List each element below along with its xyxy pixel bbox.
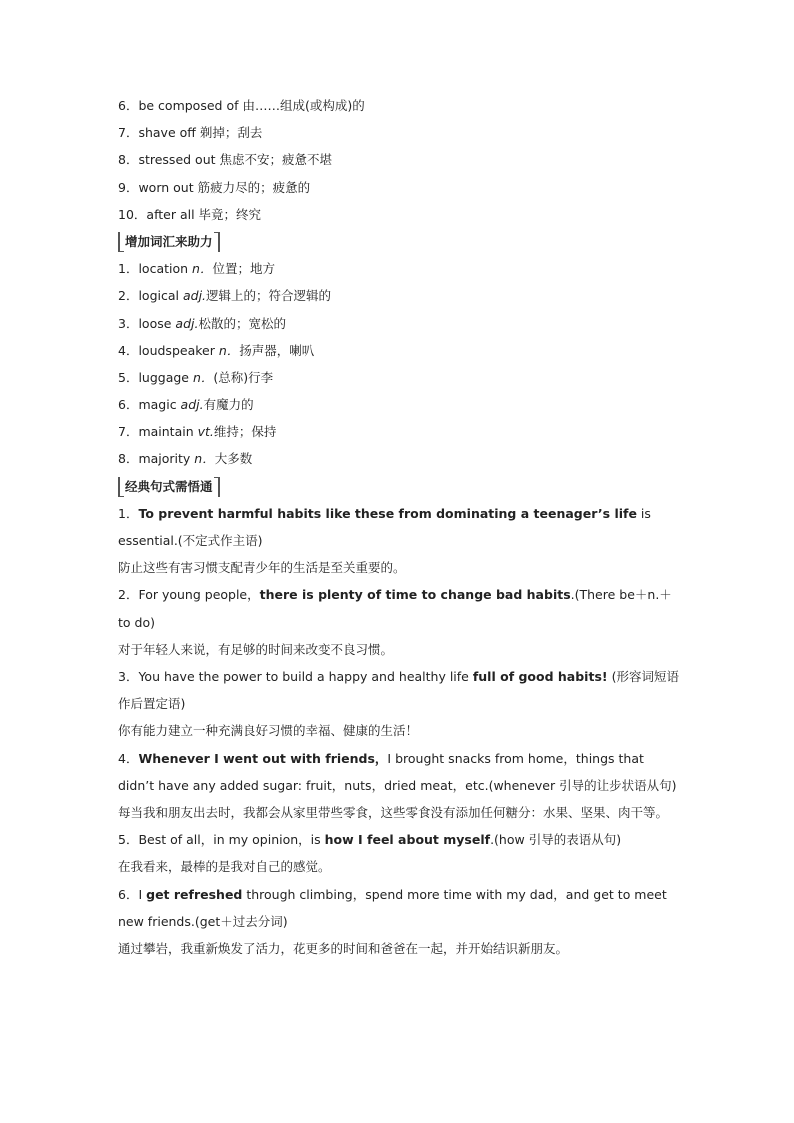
sentence-item xyxy=(118,663,683,717)
phrase-text: worn out 筋疲力尽的；疲惫的 xyxy=(138,179,311,195)
vocab-word: loudspeaker xyxy=(138,342,219,358)
phrase-item xyxy=(118,146,683,173)
sentence-prefix: You have the power to build a happy and healthy life xyxy=(138,669,473,685)
vocab-item xyxy=(118,445,683,472)
sentence-rest: (形容词短语作后置定语) xyxy=(118,669,679,712)
document-page xyxy=(118,92,683,962)
phrase-text: stressed out 焦虑不安；疲惫不堪 xyxy=(138,152,332,168)
sentence-translation: 每当我和朋友出去时，我都会从家里带些零食，这些零食没有添加任何糖分：水果、坚果、肉干等。 xyxy=(118,805,669,821)
phrase-item xyxy=(118,201,683,228)
item-number: 6． xyxy=(118,397,139,413)
item-number: 3． xyxy=(118,669,139,685)
vocab-meaning: 扬声器，喇叭 xyxy=(239,342,315,358)
sentence-prefix: For young people， xyxy=(138,587,260,603)
vocab-word: location xyxy=(138,261,193,277)
sentence-translation: 你有能力建立一种充满良好习惯的幸福、健康的生活！ xyxy=(118,723,419,739)
vocab-item xyxy=(118,255,683,282)
item-number: 7． xyxy=(118,424,139,440)
sentence-translation: 在我看来，最棒的是我对自己的感觉。 xyxy=(118,859,331,875)
sentence-rest: I brought snacks from home，things that didn’t have any added sugar: fruit，nuts，dried meat，etc.(whenever 引导的让步状语从句) xyxy=(118,750,677,793)
sentence-rest: through climbing，spend more time with my dad，and get to meet new friends.(get＋过去分词) xyxy=(118,886,667,929)
vocab-meaning: 维持；保持 xyxy=(213,424,277,440)
vocab-item xyxy=(118,364,683,391)
vocab-word: maintain xyxy=(138,424,198,440)
key-structure: To prevent harmful habits like these from dominating a teenager’s life xyxy=(138,505,637,521)
section-header-wrap xyxy=(118,228,683,255)
item-number: 4． xyxy=(118,342,139,358)
key-structure: how I feel about myself xyxy=(324,832,491,848)
sentence-prefix: I xyxy=(138,886,147,902)
part-of-speech: adj. xyxy=(182,288,207,304)
phrase-item xyxy=(118,119,683,146)
item-number: 9． xyxy=(118,179,139,195)
vocab-word: majority xyxy=(138,451,195,467)
item-number: 2． xyxy=(118,587,139,603)
part-of-speech: n． xyxy=(218,342,240,358)
vocab-meaning: 松散的；宽松的 xyxy=(198,315,286,331)
item-number: 1． xyxy=(118,261,139,277)
vocab-meaning: 逻辑上的；符合逻辑的 xyxy=(206,288,332,304)
part-of-speech: vt. xyxy=(197,424,214,440)
vocab-meaning: (总称)行李 xyxy=(213,369,274,385)
part-of-speech: n． xyxy=(192,369,214,385)
item-number: 4． xyxy=(118,750,139,766)
key-structure: Whenever I went out with friends， xyxy=(138,750,388,766)
vocab-word: magic xyxy=(138,397,181,413)
vocab-meaning: 位置；地方 xyxy=(212,261,275,277)
sentence-item xyxy=(118,826,683,853)
part-of-speech: n． xyxy=(192,261,213,277)
phrase-item xyxy=(118,92,683,119)
vocab-item xyxy=(118,391,683,418)
item-number: 6． xyxy=(118,98,139,113)
sentence-item xyxy=(118,881,683,935)
sentence-rest: .(how 引导的表语从句) xyxy=(490,832,622,848)
key-structure: get refreshed xyxy=(146,886,243,902)
vocab-item xyxy=(118,337,683,364)
sentence-prefix: Best of all，in my opinion，is xyxy=(138,832,325,848)
sentence-item xyxy=(118,500,683,554)
item-number: 5． xyxy=(118,369,139,385)
item-number: 6． xyxy=(118,886,139,902)
vocab-word: loose xyxy=(138,315,176,331)
section-heading-vocab: 增加词汇来助力 xyxy=(118,232,220,252)
sentence-translation: 对于年轻人来说，有足够的时间来改变不良习惯。 xyxy=(118,641,394,657)
phrase-text: be composed of 由……组成(或构成)的 xyxy=(138,98,365,113)
item-number: 8． xyxy=(118,152,139,168)
vocab-item xyxy=(118,418,683,445)
vocab-item xyxy=(118,310,683,337)
sentence-item xyxy=(118,745,683,799)
item-number: 2． xyxy=(118,288,139,304)
vocab-meaning: 大多数 xyxy=(214,451,253,467)
item-number: 5． xyxy=(118,832,139,848)
part-of-speech: n． xyxy=(194,451,215,467)
key-structure: full of good habits! xyxy=(472,669,608,685)
vocab-meaning: 有魔力的 xyxy=(203,397,254,413)
sentence-rest: is essential.(不定式作主语) xyxy=(118,505,651,549)
vocab-word: luggage xyxy=(138,369,193,385)
sentence-item xyxy=(118,581,683,635)
sentence-rest: .(There be＋n.＋to do) xyxy=(118,587,672,630)
vocab-item xyxy=(118,282,683,309)
item-number: 3． xyxy=(118,315,139,331)
part-of-speech: adj. xyxy=(175,315,199,331)
vocab-word: logical xyxy=(138,288,183,304)
item-number: 7． xyxy=(118,125,139,141)
key-structure: there is plenty of time to change bad habits xyxy=(259,587,571,603)
section-heading-sentences: 经典句式需悟通 xyxy=(118,477,220,497)
part-of-speech: adj. xyxy=(180,397,204,413)
section-header-wrap xyxy=(118,473,683,500)
item-number: 8． xyxy=(118,451,139,467)
phrase-item xyxy=(118,174,683,201)
item-number: 1． xyxy=(118,505,139,521)
sentence-translation: 通过攀岩，我重新焕发了活力，花更多的时间和爸爸在一起，并开始结识新朋友。 xyxy=(118,941,569,957)
sentence-translation: 防止这些有害习惯支配青少年的生活是至关重要的。 xyxy=(118,560,406,576)
phrase-text: after all 毕竟；终究 xyxy=(146,206,262,222)
phrase-text: shave off 剃掉；刮去 xyxy=(138,125,263,141)
item-number: 10． xyxy=(118,206,147,222)
